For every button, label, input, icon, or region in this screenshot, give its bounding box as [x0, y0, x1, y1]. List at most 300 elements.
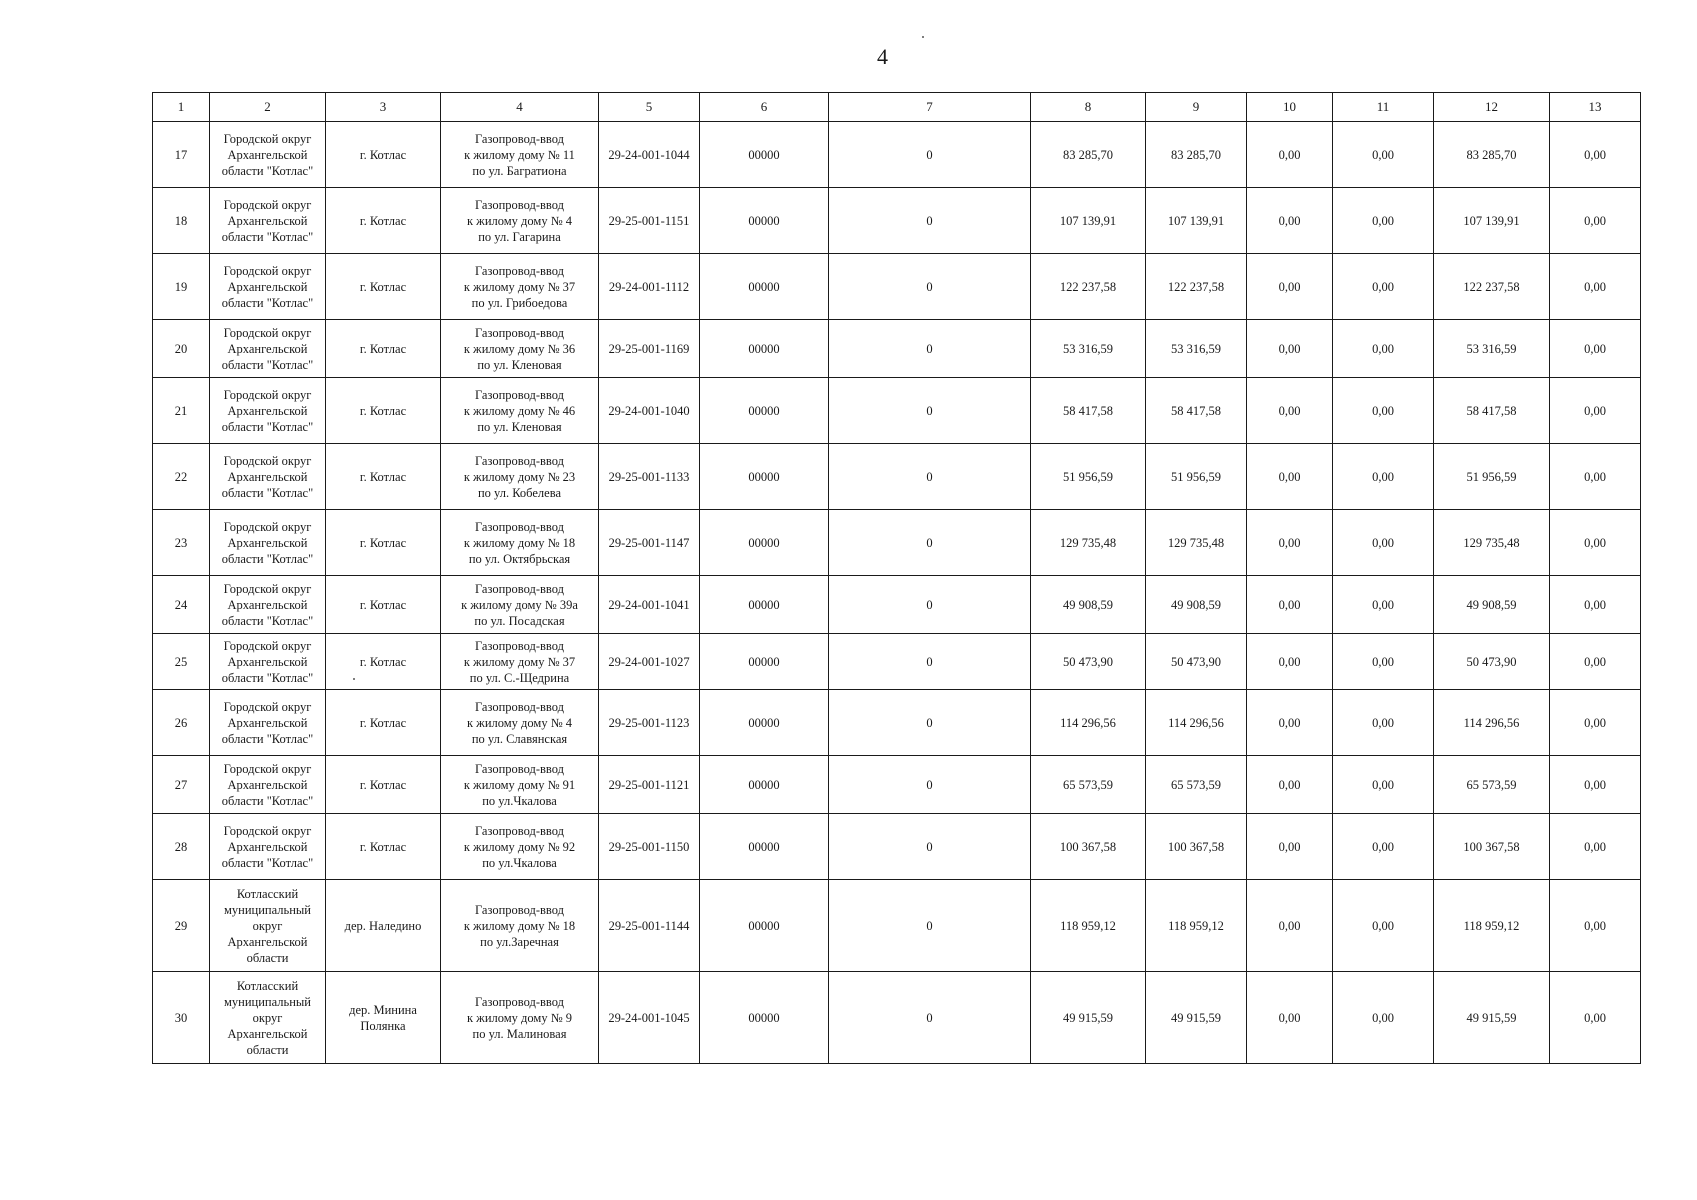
value-cell-11-text: 0,00 [1372, 535, 1394, 550]
value-cell-7-text: 0 [926, 715, 933, 730]
value-cell-11-text: 0,00 [1372, 715, 1394, 730]
value-cell-13-text: 0,00 [1584, 597, 1606, 612]
value-cell-11 [1333, 122, 1434, 188]
inventory-number-cell [599, 634, 700, 690]
value-cell-13-text: 0,00 [1584, 213, 1606, 228]
municipality-cell [210, 122, 326, 188]
value-cell-12 [1434, 756, 1550, 814]
header-cell: 11 [1333, 93, 1434, 122]
inventory-number-cell [599, 972, 700, 1064]
value-cell-8 [1031, 756, 1146, 814]
value-cell-9-text: 53 316,59 [1171, 341, 1221, 356]
row-number-cell [153, 444, 210, 510]
inventory-number-cell-text: 29-24-001-1027 [608, 654, 690, 669]
header-cell: 4 [441, 93, 599, 122]
value-cell-8-text: 58 417,58 [1063, 403, 1113, 418]
value-cell-11 [1333, 378, 1434, 444]
value-cell-8 [1031, 972, 1146, 1064]
municipality-cell-text: Городской округ Архангельской области "Котлас" [221, 581, 314, 628]
value-cell-10-text: 0,00 [1278, 715, 1301, 730]
value-cell-8 [1031, 634, 1146, 690]
table-row [153, 972, 1641, 1064]
value-cell-7 [829, 320, 1031, 378]
row-number-cell-text: 24 [174, 597, 188, 612]
municipality-cell [210, 576, 326, 634]
value-cell-7 [829, 188, 1031, 254]
municipality-cell [210, 254, 326, 320]
municipality-cell-text: Котласский муниципальный округ Архангельской области [224, 978, 311, 1057]
value-cell-13-text: 0,00 [1584, 777, 1606, 792]
header-row [153, 93, 1641, 122]
value-cell-8-text: 49 908,59 [1063, 597, 1113, 612]
row-number-cell [153, 880, 210, 972]
municipality-cell-text: Городской округ Архангельской области "Котлас" [221, 638, 314, 685]
value-cell-13 [1550, 188, 1641, 254]
value-cell-10-text: 0,00 [1278, 469, 1301, 484]
value-cell-9-text: 49 915,59 [1171, 1010, 1221, 1025]
settlement-cell-text: г. Котлас [359, 715, 407, 730]
row-number-cell-text: 22 [174, 469, 188, 484]
header-cell: 9 [1146, 93, 1247, 122]
header-cell: 12 [1434, 93, 1550, 122]
value-cell-11 [1333, 444, 1434, 510]
value-cell-9-text: 118 959,12 [1168, 918, 1224, 933]
inventory-number-cell-text: 29-24-001-1045 [608, 1010, 690, 1025]
value-cell-11-text: 0,00 [1372, 147, 1394, 162]
table-row [153, 188, 1641, 254]
value-cell-10-text: 0,00 [1278, 918, 1301, 933]
value-cell-12 [1434, 320, 1550, 378]
value-cell-11 [1333, 814, 1434, 880]
municipality-cell-text: Городской округ Архангельской области "Котлас" [221, 263, 314, 310]
municipality-cell-text: Городской округ Архангельской области "Котлас" [221, 519, 314, 566]
code-cell-text: 00000 [748, 918, 780, 933]
value-cell-8-text: 122 237,58 [1059, 279, 1117, 294]
value-cell-12-text: 49 908,59 [1466, 597, 1517, 612]
value-cell-8 [1031, 122, 1146, 188]
value-cell-9 [1146, 122, 1247, 188]
value-cell-13 [1550, 122, 1641, 188]
value-cell-9 [1146, 756, 1247, 814]
object-name-cell-text: Газопровод-ввод к жилому дому № 18 по ул.Заречная [463, 902, 576, 949]
value-cell-9 [1146, 972, 1247, 1064]
municipality-cell [210, 320, 326, 378]
value-cell-10 [1247, 690, 1333, 756]
value-cell-12 [1434, 444, 1550, 510]
value-cell-7-text: 0 [926, 1010, 933, 1025]
value-cell-11 [1333, 756, 1434, 814]
table-row [153, 756, 1641, 814]
object-name-cell [441, 634, 599, 690]
code-cell-text: 00000 [748, 597, 780, 612]
value-cell-12 [1434, 880, 1550, 972]
code-cell-text: 00000 [748, 341, 780, 356]
value-cell-9 [1146, 188, 1247, 254]
settlement-cell-text: г. Котлас [359, 147, 407, 162]
value-cell-12-text: 50 473,90 [1466, 654, 1517, 669]
value-cell-11-text: 0,00 [1372, 213, 1394, 228]
table-row [153, 444, 1641, 510]
object-name-cell-text: Газопровод-ввод к жилому дому № 37 по ул. Грибоедова [463, 263, 576, 310]
row-number-cell [153, 378, 210, 444]
inventory-number-cell-text: 29-25-001-1123 [608, 715, 690, 730]
object-name-cell [441, 880, 599, 972]
value-cell-11 [1333, 880, 1434, 972]
value-cell-10-text: 0,00 [1278, 535, 1301, 550]
value-cell-11 [1333, 188, 1434, 254]
settlement-cell-text: г. Котлас [359, 403, 407, 418]
settlement-cell [326, 690, 441, 756]
value-cell-8 [1031, 880, 1146, 972]
value-cell-7 [829, 254, 1031, 320]
code-cell [700, 378, 829, 444]
value-cell-12-text: 49 915,59 [1466, 1010, 1517, 1025]
table-row [153, 814, 1641, 880]
code-cell-text: 00000 [748, 279, 780, 294]
header-cell: 8 [1031, 93, 1146, 122]
value-cell-7-text: 0 [926, 469, 933, 484]
value-cell-7 [829, 814, 1031, 880]
value-cell-11-text: 0,00 [1372, 469, 1394, 484]
municipality-cell [210, 378, 326, 444]
object-name-cell [441, 254, 599, 320]
value-cell-12-text: 129 735,48 [1463, 535, 1520, 550]
value-cell-11-text: 0,00 [1372, 279, 1394, 294]
value-cell-8 [1031, 188, 1146, 254]
header-cell: 6 [700, 93, 829, 122]
value-cell-11 [1333, 254, 1434, 320]
inventory-number-cell [599, 444, 700, 510]
row-number-cell-text: 23 [174, 535, 188, 550]
value-cell-10-text: 0,00 [1278, 279, 1301, 294]
object-name-cell-text: Газопровод-ввод к жилому дому № 92 по ул.Чкалова [463, 823, 576, 870]
code-cell [700, 188, 829, 254]
value-cell-8 [1031, 576, 1146, 634]
value-cell-12 [1434, 972, 1550, 1064]
value-cell-12 [1434, 188, 1550, 254]
value-cell-10 [1247, 972, 1333, 1064]
settlement-cell [326, 320, 441, 378]
object-name-cell-text: Газопровод-ввод к жилому дому № 39а по ул. Посадская [461, 581, 578, 628]
value-cell-12-text: 100 367,58 [1463, 839, 1520, 854]
value-cell-8 [1031, 254, 1146, 320]
header-cell: 3 [326, 93, 441, 122]
value-cell-7 [829, 880, 1031, 972]
inventory-number-cell-text: 29-24-001-1040 [608, 403, 690, 418]
value-cell-7-text: 0 [926, 535, 933, 550]
object-name-cell [441, 320, 599, 378]
value-cell-10-text: 0,00 [1278, 403, 1301, 418]
value-cell-9-text: 129 735,48 [1167, 535, 1225, 550]
object-name-cell-text: Газопровод-ввод к жилому дому № 91 по ул.Чкалова [463, 761, 576, 808]
value-cell-8-text: 100 367,58 [1059, 839, 1117, 854]
row-number-cell-text: 21 [174, 403, 188, 418]
value-cell-13 [1550, 576, 1641, 634]
municipality-cell-text: Городской округ Архангельской области "Котлас" [221, 325, 314, 372]
object-name-cell-text: Газопровод-ввод к жилому дому № 46 по ул. Кленовая [463, 387, 576, 434]
inventory-number-cell [599, 122, 700, 188]
value-cell-8 [1031, 510, 1146, 576]
inventory-number-cell-text: 29-24-001-1044 [608, 147, 690, 162]
value-cell-8-text: 118 959,12 [1060, 918, 1116, 933]
value-cell-8-text: 51 956,59 [1063, 469, 1113, 484]
value-cell-7 [829, 444, 1031, 510]
value-cell-9-text: 65 573,59 [1171, 777, 1221, 792]
code-cell-text: 00000 [748, 654, 780, 669]
row-number-cell [153, 122, 210, 188]
value-cell-13 [1550, 444, 1641, 510]
settlement-cell [326, 254, 441, 320]
object-name-cell [441, 756, 599, 814]
value-cell-7-text: 0 [926, 147, 933, 162]
object-name-cell [441, 188, 599, 254]
table-row [153, 576, 1641, 634]
settlement-cell-text: г. Котлас [359, 777, 407, 792]
row-number-cell [153, 634, 210, 690]
value-cell-10-text: 0,00 [1278, 839, 1301, 854]
code-cell-text: 00000 [748, 715, 780, 730]
value-cell-7 [829, 378, 1031, 444]
value-cell-9 [1146, 576, 1247, 634]
value-cell-13-text: 0,00 [1584, 1010, 1606, 1025]
row-number-cell [153, 510, 210, 576]
value-cell-10 [1247, 756, 1333, 814]
value-cell-7 [829, 510, 1031, 576]
value-cell-10 [1247, 814, 1333, 880]
municipality-cell-text: Городской округ Архангельской области "Котлас" [221, 699, 314, 746]
value-cell-13 [1550, 814, 1641, 880]
code-cell [700, 814, 829, 880]
code-cell-text: 00000 [748, 777, 780, 792]
value-cell-12-text: 51 956,59 [1466, 469, 1517, 484]
code-cell [700, 254, 829, 320]
value-cell-11 [1333, 510, 1434, 576]
row-number-cell-text: 25 [174, 654, 188, 669]
value-cell-7-text: 0 [926, 777, 933, 792]
value-cell-12 [1434, 634, 1550, 690]
municipality-cell [210, 510, 326, 576]
inventory-number-cell [599, 576, 700, 634]
value-cell-12-text: 83 285,70 [1466, 147, 1517, 162]
settlement-cell-text: дер. Наледино [344, 918, 422, 933]
value-cell-10 [1247, 320, 1333, 378]
value-cell-11-text: 0,00 [1372, 403, 1394, 418]
value-cell-9-text: 107 139,91 [1167, 213, 1225, 228]
municipality-cell-text: Городской округ Архангельской области "Котлас" [221, 823, 314, 870]
object-name-cell [441, 814, 599, 880]
code-cell [700, 880, 829, 972]
object-name-cell [441, 690, 599, 756]
inventory-number-cell-text: 29-24-001-1112 [608, 279, 690, 294]
row-number-cell [153, 188, 210, 254]
value-cell-10 [1247, 510, 1333, 576]
value-cell-9-text: 51 956,59 [1171, 469, 1221, 484]
value-cell-10-text: 0,00 [1278, 1010, 1301, 1025]
value-cell-13-text: 0,00 [1584, 403, 1606, 418]
settlement-cell [326, 814, 441, 880]
value-cell-7 [829, 576, 1031, 634]
inventory-number-cell [599, 814, 700, 880]
settlement-cell [326, 122, 441, 188]
municipality-cell [210, 634, 326, 690]
value-cell-12 [1434, 378, 1550, 444]
value-cell-13-text: 0,00 [1584, 279, 1606, 294]
value-cell-13 [1550, 254, 1641, 320]
object-name-cell [441, 576, 599, 634]
settlement-cell [326, 756, 441, 814]
value-cell-9-text: 122 237,58 [1167, 279, 1225, 294]
settlement-cell [326, 880, 441, 972]
row-number-cell [153, 690, 210, 756]
municipality-cell [210, 188, 326, 254]
value-cell-13 [1550, 972, 1641, 1064]
settlement-cell-text: дер. Минина Полянка [349, 1002, 417, 1033]
code-cell-text: 00000 [748, 213, 780, 228]
inventory-number-cell-text: 29-25-001-1169 [608, 341, 690, 356]
code-cell-text: 00000 [748, 1010, 780, 1025]
row-number-cell-text: 18 [174, 213, 188, 228]
municipality-cell-text: Городской округ Архангельской области "Котлас" [221, 197, 314, 244]
code-cell-text: 00000 [748, 403, 780, 418]
settlement-cell [326, 510, 441, 576]
object-name-cell-text: Газопровод-ввод к жилому дому № 37 по ул. С.-Щедрина [463, 638, 576, 685]
inventory-number-cell [599, 378, 700, 444]
object-name-cell-text: Газопровод-ввод к жилому дому № 18 по ул. Октябрьская [463, 519, 576, 566]
value-cell-12 [1434, 814, 1550, 880]
inventory-number-cell-text: 29-25-001-1147 [608, 535, 690, 550]
row-number-cell [153, 814, 210, 880]
value-cell-9-text: 58 417,58 [1171, 403, 1221, 418]
code-cell [700, 320, 829, 378]
inventory-number-cell [599, 510, 700, 576]
value-cell-9 [1146, 378, 1247, 444]
settlement-cell-text: г. Котлас [359, 839, 407, 854]
value-cell-7-text: 0 [926, 839, 933, 854]
value-cell-10 [1247, 880, 1333, 972]
value-cell-12-text: 107 139,91 [1463, 213, 1520, 228]
value-cell-10 [1247, 122, 1333, 188]
value-cell-10-text: 0,00 [1278, 213, 1301, 228]
settlement-cell [326, 188, 441, 254]
value-cell-9-text: 83 285,70 [1171, 147, 1221, 162]
value-cell-13-text: 0,00 [1584, 715, 1606, 730]
value-cell-12-text: 122 237,58 [1463, 279, 1520, 294]
settlement-cell-text: г. Котлас [359, 535, 407, 550]
value-cell-13 [1550, 756, 1641, 814]
row-number-cell [153, 576, 210, 634]
inventory-number-cell-text: 29-25-001-1144 [608, 918, 690, 933]
value-cell-10 [1247, 634, 1333, 690]
value-cell-8-text: 83 285,70 [1063, 147, 1113, 162]
value-cell-7-text: 0 [926, 279, 933, 294]
code-cell-text: 00000 [748, 469, 780, 484]
row-number-cell-text: 27 [174, 777, 188, 792]
value-cell-9 [1146, 320, 1247, 378]
value-cell-11-text: 0,00 [1372, 654, 1394, 669]
object-name-cell [441, 444, 599, 510]
object-name-cell-text: Газопровод-ввод к жилому дому № 23 по ул. Кобелева [463, 453, 576, 500]
value-cell-13 [1550, 510, 1641, 576]
municipality-cell-text: Городской округ Архангельской области "Котлас" [221, 453, 314, 500]
settlement-cell [326, 972, 441, 1064]
value-cell-13-text: 0,00 [1584, 535, 1606, 550]
table-row [153, 510, 1641, 576]
value-cell-13-text: 0,00 [1584, 341, 1606, 356]
municipality-cell [210, 756, 326, 814]
municipality-cell [210, 880, 326, 972]
inventory-number-cell [599, 690, 700, 756]
row-number-cell-text: 17 [174, 147, 188, 162]
municipality-cell-text: Городской округ Архангельской области "Котлас" [221, 761, 314, 808]
value-cell-8-text: 50 473,90 [1063, 654, 1113, 669]
code-cell [700, 634, 829, 690]
settlement-cell-text: г. Котлас [359, 213, 407, 228]
inventory-number-cell [599, 756, 700, 814]
header-cell: 7 [829, 93, 1031, 122]
municipality-cell-text: Городской округ Архангельской области "Котлас" [221, 131, 314, 178]
value-cell-9 [1146, 510, 1247, 576]
row-number-cell [153, 320, 210, 378]
inventory-number-cell-text: 29-25-001-1121 [608, 777, 690, 792]
value-cell-13-text: 0,00 [1584, 147, 1606, 162]
table-row [153, 320, 1641, 378]
code-cell [700, 444, 829, 510]
code-cell [700, 576, 829, 634]
value-cell-11-text: 0,00 [1372, 777, 1394, 792]
value-cell-13-text: 0,00 [1584, 918, 1606, 933]
settlement-cell-text: г. Котлас [359, 654, 407, 669]
value-cell-11 [1333, 690, 1434, 756]
municipality-cell-text: Котласский муниципальный округ Архангельской области [224, 886, 311, 965]
value-cell-10-text: 0,00 [1278, 147, 1301, 162]
value-cell-11-text: 0,00 [1372, 597, 1394, 612]
value-cell-9-text: 50 473,90 [1171, 654, 1221, 669]
code-cell-text: 00000 [748, 535, 780, 550]
municipality-cell [210, 814, 326, 880]
inventory-number-cell-text: 29-25-001-1150 [608, 839, 690, 854]
value-cell-7 [829, 972, 1031, 1064]
value-cell-10-text: 0,00 [1278, 777, 1301, 792]
value-cell-12 [1434, 122, 1550, 188]
settlement-cell-text: г. Котлас [359, 279, 407, 294]
value-cell-11 [1333, 972, 1434, 1064]
row-number-cell-text: 28 [174, 839, 188, 854]
settlement-cell-text: г. Котлас [359, 341, 407, 356]
settlement-cell [326, 634, 441, 690]
table-row [153, 378, 1641, 444]
value-cell-9 [1146, 814, 1247, 880]
value-cell-10 [1247, 444, 1333, 510]
value-cell-8-text: 53 316,59 [1063, 341, 1113, 356]
value-cell-10 [1247, 254, 1333, 320]
value-cell-9-text: 49 908,59 [1171, 597, 1221, 612]
object-name-cell [441, 510, 599, 576]
value-cell-13 [1550, 378, 1641, 444]
value-cell-9 [1146, 690, 1247, 756]
value-cell-12 [1434, 254, 1550, 320]
code-cell [700, 122, 829, 188]
value-cell-8-text: 129 735,48 [1059, 535, 1117, 550]
value-cell-13 [1550, 690, 1641, 756]
value-cell-7 [829, 122, 1031, 188]
value-cell-8 [1031, 320, 1146, 378]
row-number-cell-text: 26 [174, 715, 188, 730]
value-cell-11 [1333, 576, 1434, 634]
value-cell-12-text: 65 573,59 [1466, 777, 1517, 792]
inventory-number-cell [599, 188, 700, 254]
value-cell-7 [829, 634, 1031, 690]
row-number-cell-text: 30 [174, 1010, 188, 1025]
